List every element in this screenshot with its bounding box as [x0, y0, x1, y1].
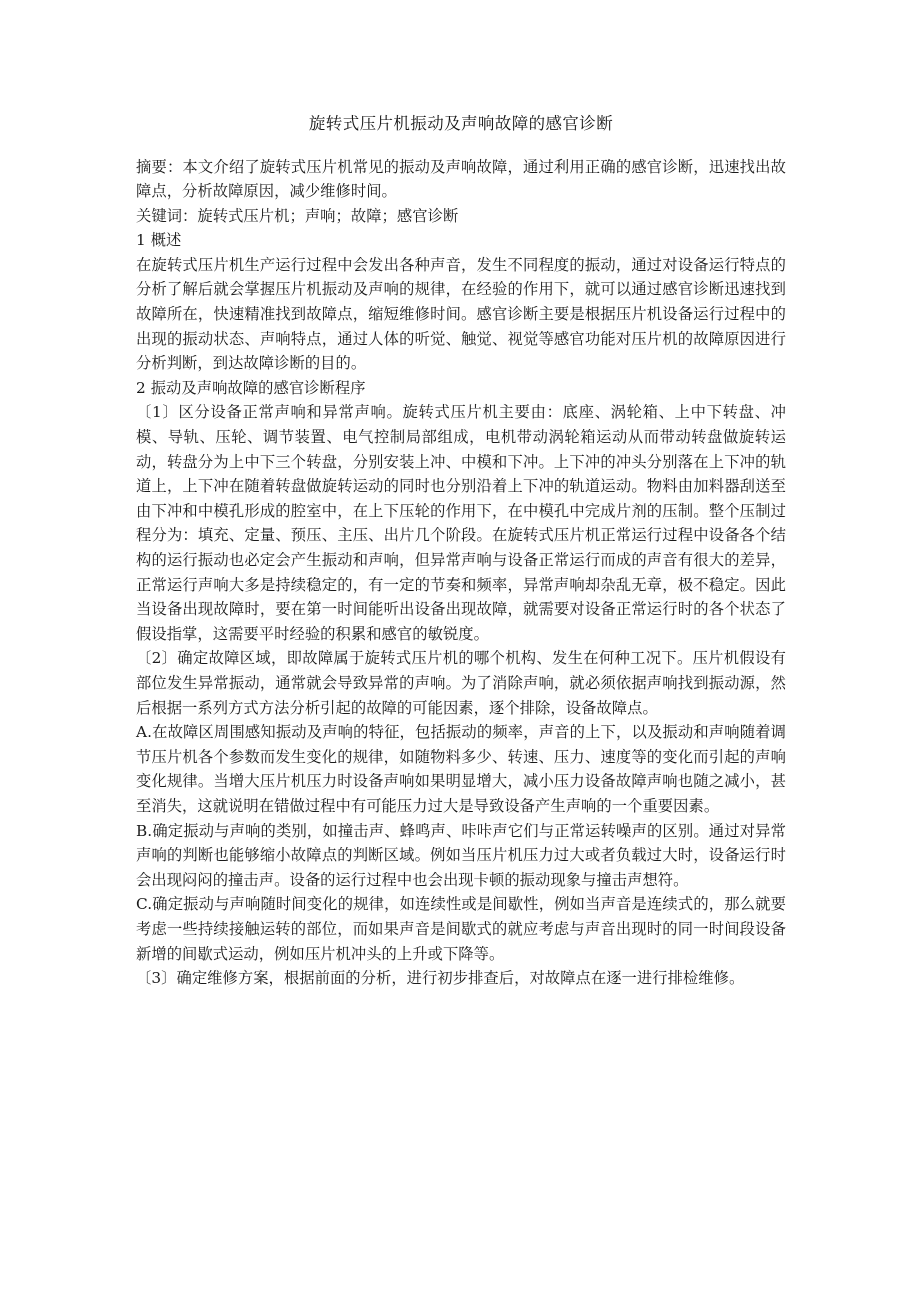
procedure-sub-item-a: A.在故障区周围感知振动及声响的特征，包括振动的频率，声音的上下，以及振动和声响随着调节压片机各个参数而发生变化的规律，如随物料多少、转速、压力、速度等的变化而引起的声响变化规律。当增大压片机压力时设备声响如果明显增大，减小压力设备故障声响也随之减小，甚至消失，这就说明在错做过程中有可能压力过大是导致设备产生声响的一个重要因素。: [136, 723, 786, 815]
section-heading-1: 1 概述: [136, 231, 182, 250]
procedure-item-3: 〔3〕确定维修方案，根据前面的分析，进行初步排查后，对故障点在逐一进行排检维修。: [136, 969, 745, 988]
section-heading-2: 2 振动及声响故障的感官诊断程序: [136, 378, 366, 397]
procedure-item-1: 〔1〕区分设备正常声响和异常声响。旋转式压片机主要由：底座、涡轮箱、上中下转盘、冲模、导轨、压轮、调节装置、电气控制局部组成，电机带动涡轮箱运动从而带动转盘做旋转运动，转盘分为上中下三个转盘，分别安装上冲、中模和下冲。上下冲的冲头分别落在上下冲的轨道上，上下冲在随着转盘做旋转运动的同时也分别沿着上下冲的轨道运动。物料由加料器刮送至由下冲和中模孔形成的腔室中，在上下压轮的作用下，在中模孔中完成片剂的压制。整个压制过程分为：填充、定量、预压、主压、出片几个阶段。在旋转式压片机正常运行过程中设备各个结构的运行振动也必定会产生振动和声响，但异常声响与设备正常运行而成的声音有很大的差异，正常运行声响大多是持续稳定的，有一定的节奏和频率，异常声响却杂乱无章，极不稳定。因此当设备出现故障时，要在第一时间能听出设备出现故障，就需要对设备正常运行时的各个状态了假设指掌，这需要平时经验的积累和感官的敏锐度。: [136, 403, 786, 643]
page-title: 旋转式压片机振动及声响故障的感官诊断: [308, 114, 614, 133]
abstract-paragraph: 摘要：本文介绍了旋转式压片机常见的振动及声响故障，通过利用正确的感官诊断，迅速找出故障点，分析故障原因，减少维修时间。: [136, 157, 786, 201]
document-body: [136, 112, 786, 991]
procedure-sub-item-b: B.确定振动与声响的类别，如撞击声、蜂鸣声、咔咔声它们与正常运转噪声的区别。通过对异常声响的判断也能够缩小故障点的判断区域。例如当压片机压力过大或者负载过大时，设备运行时会出现闷闷的撞击声。设备的运行过程中也会出现卡顿的振动现象与撞击声想符。: [136, 821, 786, 889]
procedure-sub-item-c: C.确定振动与声响随时间变化的规律，如连续性或是间歇性，例如当声音是连续式的，那么就要考虑一些持续接触运转的部位，而如果声音是间歇式的就应考虑与声音出现时的同一时间段设备新增的间歇式运动，例如压片机冲头的上升或下降等。: [136, 895, 786, 963]
procedure-item-2: 〔2〕确定故障区域，即故障属于旋转式压片机的哪个机构、发生在何种工况下。压片机假设有部位发生异常振动，通常就会导致异常的声响。为了消除声响，就必须依据声响找到振动源，然后根据一系列方式方法分析引起的故障的可能因素，逐个排除，设备故障点。: [136, 649, 786, 717]
section-1-body: 在旋转式压片机生产运行过程中会发出各种声音，发生不同程度的振动，通过对设备运行特点的分析了解后就会掌握压片机振动及声响的规律，在经验的作用下，就可以通过感官诊断迅速找到故障所在，快速精准找到故障点，缩短维修时间。感官诊断主要是根据压片机设备运行过程中的出现的振动状态、声响特点，通过人体的听觉、触觉、视觉等感官功能对压片机的故障原因进行分析判断，到达故障诊断的目的。: [136, 255, 786, 373]
keywords-paragraph: 关键词：旋转式压片机；声响；故障；感官诊断: [136, 206, 459, 225]
